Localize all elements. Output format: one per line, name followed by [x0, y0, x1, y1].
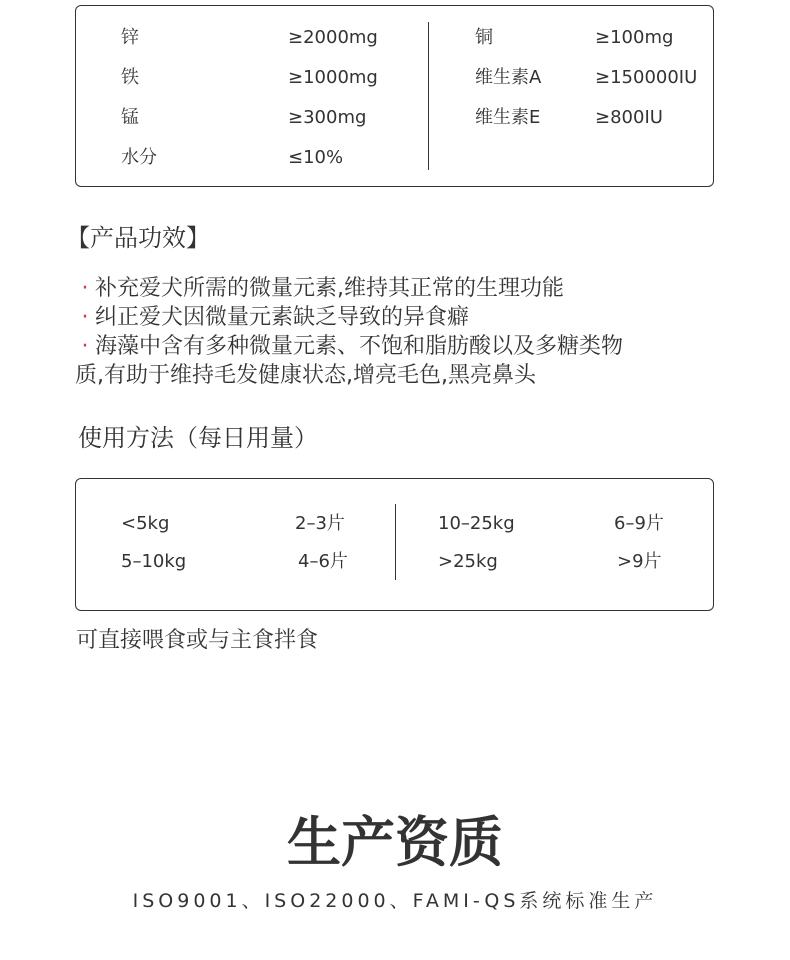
nutrient-name: 维生素A [475, 67, 542, 88]
bullet-icon: · [81, 305, 89, 330]
nutrient-value: ≥1000mg [288, 67, 378, 88]
benefit-text: 补充爱犬所需的微量元素,维持其正常的生理功能 [95, 276, 564, 301]
nutrient-value: ≥800IU [595, 107, 663, 128]
dosage-weight: 5–10kg [121, 551, 187, 572]
nutrient-name: 铜 [475, 27, 493, 48]
nutrient-value: ≤10% [288, 147, 344, 168]
dosage-amount: 6–9片 [614, 513, 664, 534]
nutrient-divider [428, 22, 429, 170]
benefits-title: 【产品功效】 [66, 224, 210, 252]
dosage-amount: 4–6片 [298, 551, 348, 572]
nutrient-name: 水分 [121, 147, 157, 168]
usage-note: 可直接喂食或与主食拌食 [76, 628, 319, 653]
benefit-text: 海藻中含有多种微量元素、不饱和脂肪酸以及多糖类物 [95, 334, 624, 359]
nutrient-value: ≥300mg [288, 107, 367, 128]
benefit-text: 纠正爱犬因微量元素缺乏导致的异食癖 [95, 305, 470, 330]
nutrient-value: ≥2000mg [288, 27, 378, 48]
dosage-weight: >25kg [438, 551, 498, 572]
benefit-item [75, 332, 623, 361]
dosage-weight: 10–25kg [438, 513, 515, 534]
nutrient-name: 锰 [121, 107, 139, 128]
qualification-title: 生产资质 [287, 811, 503, 874]
benefit-item [75, 303, 469, 332]
usage-title: 使用方法（每日用量） [78, 424, 318, 452]
nutrient-name: 维生素E [475, 107, 541, 128]
benefit-item [75, 274, 564, 303]
nutrient-name: 锌 [121, 27, 139, 48]
dosage-amount: 2–3片 [295, 513, 345, 534]
dosage-divider [395, 504, 396, 580]
dosage-weight: <5kg [121, 513, 170, 534]
nutrient-value: ≥100mg [595, 27, 674, 48]
bullet-icon: · [81, 276, 89, 301]
dosage-amount: >9片 [617, 551, 662, 572]
benefit-continuation: 质,有助于维持毛发健康状态,增亮毛色,黑亮鼻头 [75, 363, 536, 388]
nutrient-value: ≥150000IU [595, 67, 698, 88]
nutrient-name: 铁 [121, 67, 139, 88]
qualification-subtitle: ISO9001、ISO22000、FAMI-QS系统标准生产 [132, 890, 658, 912]
bullet-icon: · [81, 334, 89, 359]
